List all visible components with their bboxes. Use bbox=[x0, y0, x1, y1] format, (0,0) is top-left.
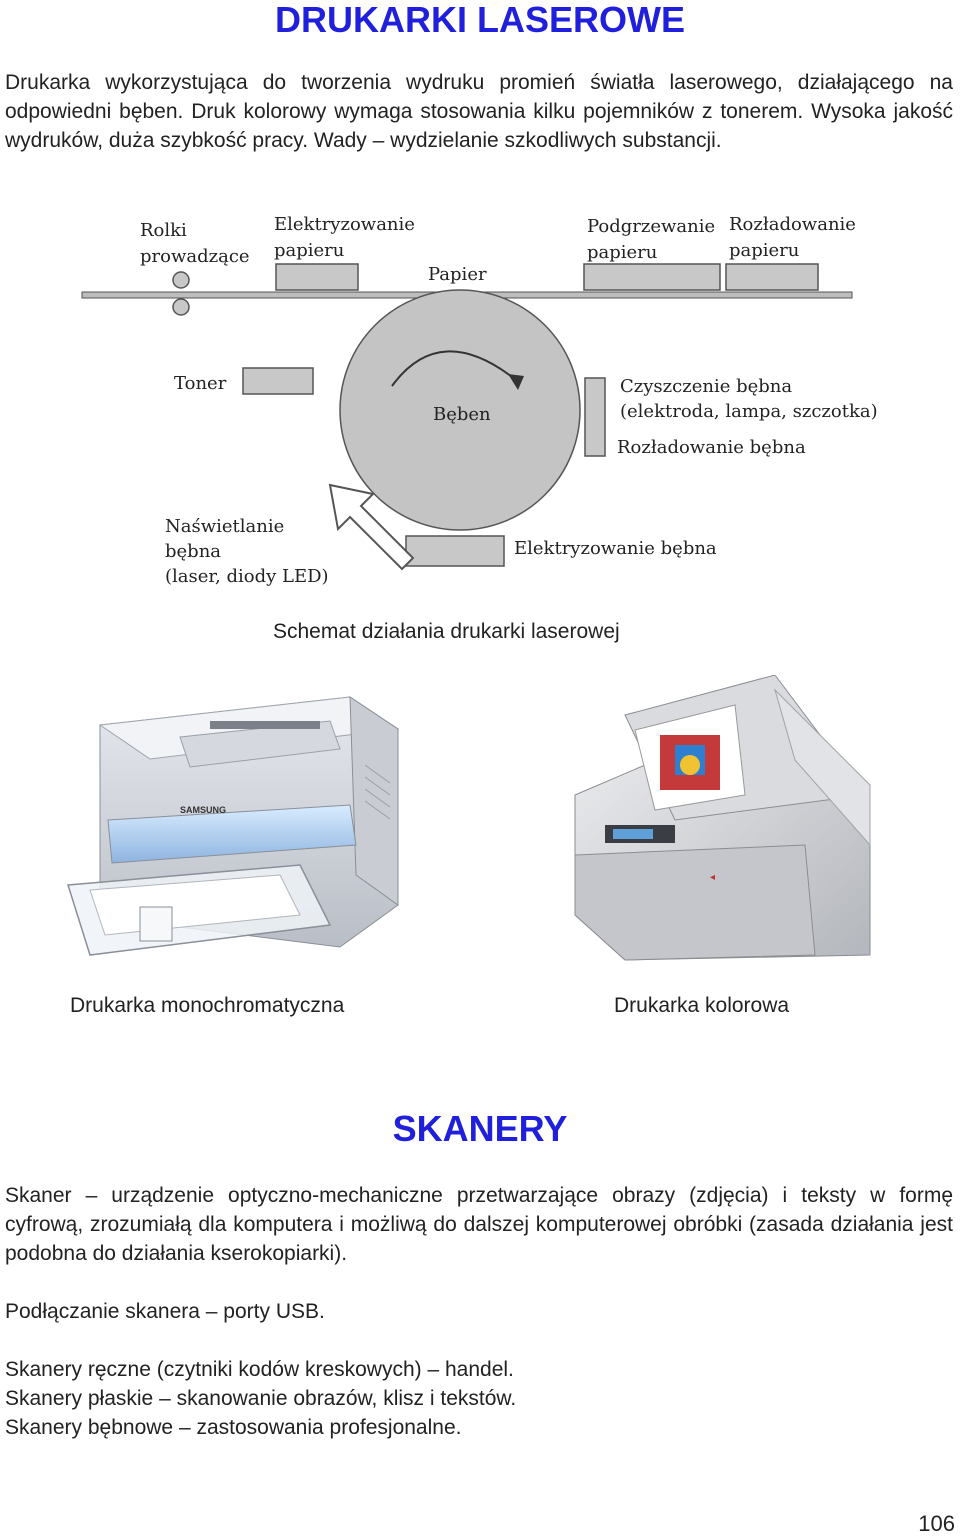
label-rollers-2: prowadzące bbox=[140, 246, 250, 267]
laser-printer-diagram bbox=[0, 200, 960, 600]
paper-heating-box bbox=[584, 264, 720, 290]
mono-printer-brand: SAMSUNG bbox=[180, 805, 227, 815]
mono-printer-caption: Drukarka monochromatyczna bbox=[70, 994, 345, 1017]
mono-printer-image bbox=[60, 685, 410, 965]
intro-paragraph: Drukarka wykorzystująca do tworzenia wydruku promień światła laserowego, działającego na odpowiedni bęben. Druk kolorowy wymaga stosowania kilku pojemników z tonerem. Wysoka jakość wydruków, duża szybkość pracy. Wady – wydzielanie szkodliwych substancji. bbox=[5, 71, 953, 152]
color-printer-caption: Drukarka kolorowa bbox=[614, 994, 790, 1017]
label-paper: Papier bbox=[428, 264, 487, 285]
label-drum: Bęben bbox=[433, 404, 491, 425]
label-exposure-2: bębna bbox=[165, 541, 222, 562]
label-drum-discharge: Rozładowanie bębna bbox=[617, 437, 806, 458]
label-exposure-3: (laser, diody LED) bbox=[165, 566, 329, 587]
svg-text:◂: ◂ bbox=[710, 872, 716, 883]
section-title-scanners: SKANERY bbox=[392, 1108, 568, 1149]
scanner-type-flatbed: Skanery płaskie – skanowanie obrazów, klisz i tekstów. bbox=[5, 1387, 517, 1410]
toner-box bbox=[243, 368, 313, 394]
page-number: 106 bbox=[918, 1511, 955, 1536]
scanner-type-handheld: Skanery ręczne (czytniki kodów kreskowych) – handel. bbox=[5, 1358, 514, 1381]
diagram-caption: Schemat działania drukarki laserowej bbox=[273, 620, 620, 643]
label-rollers-1: Rolki bbox=[140, 220, 187, 241]
paper-discharge-box bbox=[726, 264, 818, 290]
label-heating-1: Podgrzewanie bbox=[587, 216, 716, 237]
scanner-connection: Podłączanie skanera – porty USB. bbox=[5, 1300, 325, 1323]
label-cleaning-2: (elektroda, lampa, szczotka) bbox=[620, 401, 878, 422]
label-paper-discharge-1: Rozładowanie bbox=[729, 214, 856, 235]
scanner-description: Skaner – urządzenie optyczno-mechaniczne przetwarzające obrazy (zdjęcia) i teksty w formę cyfrową, zrozumiałą dla komputera i możliwą do dalszej komputerowej obróbki (zasada działania jest podobna do działania kserokopiarki). bbox=[5, 1184, 953, 1265]
scanner-type-drum: Skanery bębnowe – zastosowania profesjonalne. bbox=[5, 1416, 462, 1439]
paper-charging-box bbox=[276, 264, 358, 290]
roller-bottom bbox=[173, 299, 189, 315]
label-drum-charging: Elektryzowanie bębna bbox=[514, 538, 717, 559]
roller-top bbox=[173, 272, 189, 288]
label-exposure-1: Naświetlanie bbox=[165, 516, 285, 537]
label-cleaning-1: Czyszczenie bębna bbox=[620, 376, 793, 397]
label-paper-discharge-2: papieru bbox=[729, 240, 800, 261]
label-paper-charging-1: Elektryzowanie bbox=[274, 214, 415, 235]
page-title: DRUKARKI LASEROWE bbox=[275, 0, 685, 40]
color-printer-image bbox=[565, 675, 880, 965]
label-heating-2: papieru bbox=[587, 242, 658, 263]
drum-charging-box bbox=[406, 536, 504, 566]
label-paper-charging-2: papieru bbox=[274, 240, 345, 261]
label-toner: Toner bbox=[174, 373, 227, 394]
cleaning-unit-box bbox=[585, 378, 605, 456]
